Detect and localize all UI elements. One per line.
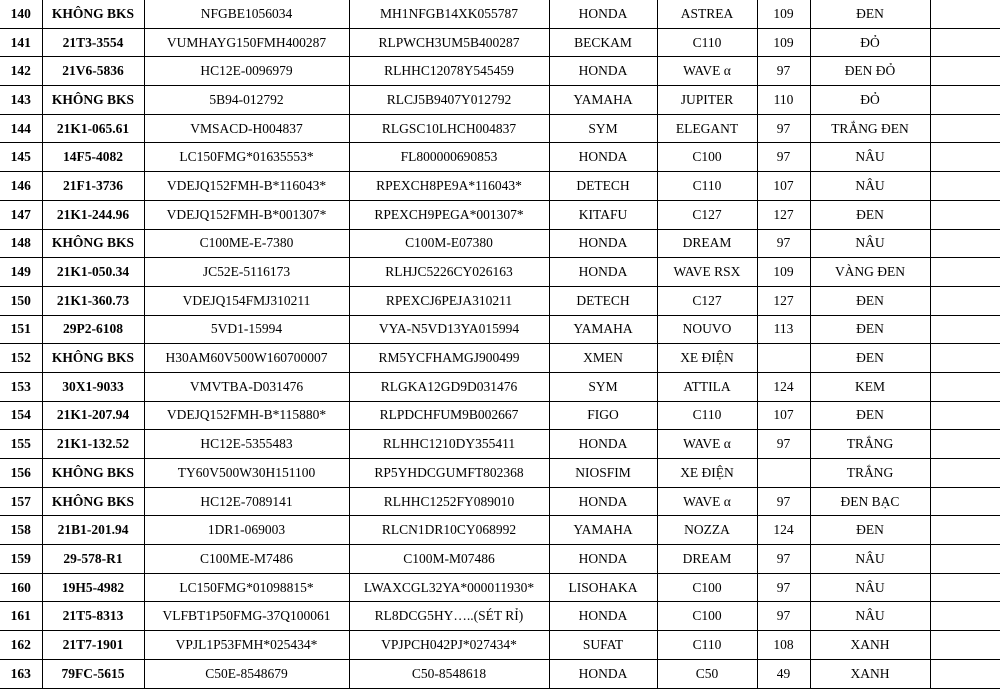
license-plate-cell: KHÔNG BKS <box>42 0 144 28</box>
table-row <box>0 487 1000 516</box>
model-cell: XE ĐIỆN <box>657 459 757 488</box>
note-cell <box>930 545 1000 574</box>
license-plate-cell: 21K1-132.52 <box>42 430 144 459</box>
engine-number-cell: TY60V500W30H151100 <box>144 459 349 488</box>
engine-number-cell: VUMHAYG150FMH400287 <box>144 28 349 57</box>
table-row <box>0 516 1000 545</box>
note-cell <box>930 487 1000 516</box>
engine-capacity-cell: 49 <box>757 659 810 688</box>
table-row <box>0 200 1000 229</box>
frame-number-cell: RPEXCH8PE9A*116043* <box>349 172 549 201</box>
engine-number-cell: VDEJQ154FMJ310211 <box>144 286 349 315</box>
table-row <box>0 57 1000 86</box>
brand-cell: LISOHAKA <box>549 573 657 602</box>
license-plate-cell: KHÔNG BKS <box>42 459 144 488</box>
frame-number-cell: RPEXCJ6PEJA310211 <box>349 286 549 315</box>
color-cell: NÂU <box>810 143 930 172</box>
model-cell: JUPITER <box>657 86 757 115</box>
engine-number-cell: VMSACD-H004837 <box>144 114 349 143</box>
engine-capacity-cell: 107 <box>757 401 810 430</box>
license-plate-cell: 21K1-050.34 <box>42 258 144 287</box>
note-cell <box>930 143 1000 172</box>
model-cell: WAVE α <box>657 430 757 459</box>
model-cell: C100 <box>657 573 757 602</box>
model-cell: NOZZA <box>657 516 757 545</box>
color-cell: NÂU <box>810 602 930 631</box>
engine-capacity-cell: 97 <box>757 545 810 574</box>
engine-capacity-cell: 97 <box>757 602 810 631</box>
note-cell <box>930 459 1000 488</box>
engine-capacity-cell: 107 <box>757 172 810 201</box>
note-cell <box>930 401 1000 430</box>
model-cell: C110 <box>657 28 757 57</box>
table-row <box>0 315 1000 344</box>
frame-number-cell: RP5YHDCGUMFT802368 <box>349 459 549 488</box>
table-row <box>0 143 1000 172</box>
engine-number-cell: HC12E-7089141 <box>144 487 349 516</box>
color-cell: ĐEN <box>810 200 930 229</box>
note-cell <box>930 200 1000 229</box>
brand-cell: FIGO <box>549 401 657 430</box>
frame-number-cell: FL800000690853 <box>349 143 549 172</box>
engine-capacity-cell: 97 <box>757 487 810 516</box>
model-cell: C50 <box>657 659 757 688</box>
engine-number-cell: VPJL1P53FMH*025434* <box>144 631 349 660</box>
row-number-cell: 149 <box>0 258 42 287</box>
license-plate-cell: 21T5-8313 <box>42 602 144 631</box>
frame-number-cell: RLCN1DR10CY068992 <box>349 516 549 545</box>
license-plate-cell: 19H5-4982 <box>42 573 144 602</box>
engine-capacity-cell: 97 <box>757 57 810 86</box>
table-row <box>0 286 1000 315</box>
row-number-cell: 142 <box>0 57 42 86</box>
brand-cell: XMEN <box>549 344 657 373</box>
row-number-cell: 162 <box>0 631 42 660</box>
frame-number-cell: VYA-N5VD13YA015994 <box>349 315 549 344</box>
table-row <box>0 430 1000 459</box>
color-cell: ĐEN <box>810 286 930 315</box>
row-number-cell: 150 <box>0 286 42 315</box>
brand-cell: DETECH <box>549 172 657 201</box>
color-cell: ĐEN ĐỎ <box>810 57 930 86</box>
engine-number-cell: 5VD1-15994 <box>144 315 349 344</box>
engine-number-cell: C100ME-M7486 <box>144 545 349 574</box>
table-row <box>0 114 1000 143</box>
brand-cell: KITAFU <box>549 200 657 229</box>
engine-number-cell: VDEJQ152FMH-B*115880* <box>144 401 349 430</box>
frame-number-cell: C50-8548618 <box>349 659 549 688</box>
engine-number-cell: C100ME-E-7380 <box>144 229 349 258</box>
license-plate-cell: 29-578-R1 <box>42 545 144 574</box>
table-row <box>0 545 1000 574</box>
row-number-cell: 147 <box>0 200 42 229</box>
note-cell <box>930 229 1000 258</box>
row-number-cell: 157 <box>0 487 42 516</box>
table-row <box>0 86 1000 115</box>
row-number-cell: 140 <box>0 0 42 28</box>
engine-capacity-cell: 127 <box>757 200 810 229</box>
note-cell <box>930 315 1000 344</box>
brand-cell: HONDA <box>549 0 657 28</box>
license-plate-cell: KHÔNG BKS <box>42 229 144 258</box>
frame-number-cell: RLHJC5226CY026163 <box>349 258 549 287</box>
table-row <box>0 573 1000 602</box>
model-cell: NOUVO <box>657 315 757 344</box>
engine-number-cell: 1DR1-069003 <box>144 516 349 545</box>
frame-number-cell: C100M-M07486 <box>349 545 549 574</box>
table-row <box>0 258 1000 287</box>
note-cell <box>930 114 1000 143</box>
brand-cell: BECKAM <box>549 28 657 57</box>
license-plate-cell: 79FC-5615 <box>42 659 144 688</box>
note-cell <box>930 516 1000 545</box>
engine-capacity-cell: 109 <box>757 28 810 57</box>
row-number-cell: 146 <box>0 172 42 201</box>
row-number-cell: 151 <box>0 315 42 344</box>
engine-capacity-cell: 108 <box>757 631 810 660</box>
frame-number-cell: MH1NFGB14XK055787 <box>349 0 549 28</box>
table-row <box>0 172 1000 201</box>
engine-capacity-cell: 113 <box>757 315 810 344</box>
frame-number-cell: RLHHC1252FY089010 <box>349 487 549 516</box>
table-row <box>0 631 1000 660</box>
row-number-cell: 143 <box>0 86 42 115</box>
license-plate-cell: KHÔNG BKS <box>42 86 144 115</box>
note-cell <box>930 258 1000 287</box>
brand-cell: HONDA <box>549 487 657 516</box>
engine-capacity-cell: 109 <box>757 0 810 28</box>
model-cell: DREAM <box>657 229 757 258</box>
color-cell: ĐỎ <box>810 28 930 57</box>
engine-capacity-cell: 97 <box>757 229 810 258</box>
model-cell: WAVE α <box>657 487 757 516</box>
engine-number-cell: LC150FMG*01635553* <box>144 143 349 172</box>
brand-cell: SUFAT <box>549 631 657 660</box>
color-cell: ĐEN <box>810 401 930 430</box>
model-cell: ELEGANT <box>657 114 757 143</box>
engine-number-cell: VDEJQ152FMH-B*116043* <box>144 172 349 201</box>
model-cell: XE ĐIỆN <box>657 344 757 373</box>
table-row <box>0 0 1000 28</box>
color-cell: ĐEN <box>810 315 930 344</box>
engine-number-cell: VMVTBA-D031476 <box>144 372 349 401</box>
license-plate-cell: 29P2-6108 <box>42 315 144 344</box>
row-number-cell: 152 <box>0 344 42 373</box>
license-plate-cell: KHÔNG BKS <box>42 487 144 516</box>
row-number-cell: 155 <box>0 430 42 459</box>
row-number-cell: 160 <box>0 573 42 602</box>
table-row <box>0 372 1000 401</box>
model-cell: C110 <box>657 631 757 660</box>
engine-capacity-cell: 124 <box>757 516 810 545</box>
brand-cell: YAMAHA <box>549 86 657 115</box>
note-cell <box>930 372 1000 401</box>
license-plate-cell: 21B1-201.94 <box>42 516 144 545</box>
row-number-cell: 141 <box>0 28 42 57</box>
model-cell: ASTREA <box>657 0 757 28</box>
license-plate-cell: 21V6-5836 <box>42 57 144 86</box>
table-row <box>0 602 1000 631</box>
color-cell: ĐEN <box>810 516 930 545</box>
row-number-cell: 159 <box>0 545 42 574</box>
note-cell <box>930 286 1000 315</box>
license-plate-cell: 21K1-360.73 <box>42 286 144 315</box>
frame-number-cell: RLPDCHFUM9B002667 <box>349 401 549 430</box>
color-cell: NÂU <box>810 229 930 258</box>
model-cell: DREAM <box>657 545 757 574</box>
row-number-cell: 158 <box>0 516 42 545</box>
license-plate-cell: 14F5-4082 <box>42 143 144 172</box>
frame-number-cell: RM5YCFHAMGJ900499 <box>349 344 549 373</box>
license-plate-cell: 21T7-1901 <box>42 631 144 660</box>
model-cell: WAVE α <box>657 57 757 86</box>
frame-number-cell: LWAXCGL32YA*000011930* <box>349 573 549 602</box>
frame-number-cell: RLGKA12GD9D031476 <box>349 372 549 401</box>
model-cell: WAVE RSX <box>657 258 757 287</box>
engine-number-cell: NFGBE1056034 <box>144 0 349 28</box>
table-row <box>0 229 1000 258</box>
engine-number-cell: LC150FMG*01098815* <box>144 573 349 602</box>
engine-capacity-cell: 97 <box>757 573 810 602</box>
brand-cell: DETECH <box>549 286 657 315</box>
table-row <box>0 459 1000 488</box>
color-cell: XANH <box>810 659 930 688</box>
color-cell: NÂU <box>810 172 930 201</box>
row-number-cell: 163 <box>0 659 42 688</box>
table-row <box>0 28 1000 57</box>
color-cell: TRẮNG <box>810 430 930 459</box>
engine-capacity-cell: 97 <box>757 143 810 172</box>
brand-cell: SYM <box>549 114 657 143</box>
frame-number-cell: RLPWCH3UM5B400287 <box>349 28 549 57</box>
color-cell: VÀNG ĐEN <box>810 258 930 287</box>
engine-number-cell: VDEJQ152FMH-B*001307* <box>144 200 349 229</box>
engine-capacity-cell: 97 <box>757 114 810 143</box>
color-cell: ĐỎ <box>810 86 930 115</box>
brand-cell: HONDA <box>549 57 657 86</box>
note-cell <box>930 28 1000 57</box>
color-cell: NÂU <box>810 545 930 574</box>
color-cell: ĐEN <box>810 0 930 28</box>
frame-number-cell: RLCJ5B9407Y012792 <box>349 86 549 115</box>
model-cell: C127 <box>657 200 757 229</box>
brand-cell: HONDA <box>549 143 657 172</box>
model-cell: C100 <box>657 143 757 172</box>
model-cell: C110 <box>657 172 757 201</box>
engine-capacity-cell <box>757 344 810 373</box>
frame-number-cell: VPJPCH042PJ*027434* <box>349 631 549 660</box>
engine-number-cell: JC52E-5116173 <box>144 258 349 287</box>
color-cell: KEM <box>810 372 930 401</box>
note-cell <box>930 57 1000 86</box>
note-cell <box>930 573 1000 602</box>
brand-cell: YAMAHA <box>549 516 657 545</box>
brand-cell: HONDA <box>549 229 657 258</box>
license-plate-cell: 21K1-065.61 <box>42 114 144 143</box>
note-cell <box>930 172 1000 201</box>
note-cell <box>930 631 1000 660</box>
row-number-cell: 161 <box>0 602 42 631</box>
brand-cell: HONDA <box>549 602 657 631</box>
brand-cell: HONDA <box>549 258 657 287</box>
license-plate-cell: 21F1-3736 <box>42 172 144 201</box>
model-cell: C100 <box>657 602 757 631</box>
license-plate-cell: KHÔNG BKS <box>42 344 144 373</box>
model-cell: ATTILA <box>657 372 757 401</box>
engine-capacity-cell: 110 <box>757 86 810 115</box>
row-number-cell: 156 <box>0 459 42 488</box>
table-row <box>0 659 1000 688</box>
note-cell <box>930 0 1000 28</box>
color-cell: ĐEN <box>810 344 930 373</box>
frame-number-cell: RLHHC12078Y545459 <box>349 57 549 86</box>
note-cell <box>930 430 1000 459</box>
brand-cell: HONDA <box>549 659 657 688</box>
frame-number-cell: RPEXCH9PEGA*001307* <box>349 200 549 229</box>
license-plate-cell: 30X1-9033 <box>42 372 144 401</box>
brand-cell: SYM <box>549 372 657 401</box>
engine-capacity-cell <box>757 459 810 488</box>
note-cell <box>930 344 1000 373</box>
model-cell: C127 <box>657 286 757 315</box>
brand-cell: HONDA <box>549 430 657 459</box>
engine-number-cell: VLFBT1P50FMG-37Q100061 <box>144 602 349 631</box>
license-plate-cell: 21T3-3554 <box>42 28 144 57</box>
color-cell: TRẮNG <box>810 459 930 488</box>
color-cell: ĐEN BẠC <box>810 487 930 516</box>
engine-capacity-cell: 124 <box>757 372 810 401</box>
row-number-cell: 144 <box>0 114 42 143</box>
frame-number-cell: RLGSC10LHCH004837 <box>349 114 549 143</box>
engine-capacity-cell: 127 <box>757 286 810 315</box>
engine-capacity-cell: 109 <box>757 258 810 287</box>
row-number-cell: 148 <box>0 229 42 258</box>
row-number-cell: 153 <box>0 372 42 401</box>
note-cell <box>930 659 1000 688</box>
license-plate-cell: 21K1-244.96 <box>42 200 144 229</box>
license-plate-cell: 21K1-207.94 <box>42 401 144 430</box>
table-row <box>0 401 1000 430</box>
engine-number-cell: C50E-8548679 <box>144 659 349 688</box>
color-cell: TRẮNG ĐEN <box>810 114 930 143</box>
engine-number-cell: H30AM60V500W160700007 <box>144 344 349 373</box>
table-row <box>0 344 1000 373</box>
engine-number-cell: HC12E-5355483 <box>144 430 349 459</box>
model-cell: C110 <box>657 401 757 430</box>
frame-number-cell: C100M-E07380 <box>349 229 549 258</box>
color-cell: XANH <box>810 631 930 660</box>
brand-cell: NIOSFIM <box>549 459 657 488</box>
frame-number-cell: RL8DCG5HY…..(SÉT RỈ) <box>349 602 549 631</box>
engine-capacity-cell: 97 <box>757 430 810 459</box>
row-number-cell: 154 <box>0 401 42 430</box>
note-cell <box>930 86 1000 115</box>
engine-number-cell: HC12E-0096979 <box>144 57 349 86</box>
brand-cell: YAMAHA <box>549 315 657 344</box>
frame-number-cell: RLHHC1210DY355411 <box>349 430 549 459</box>
color-cell: NÂU <box>810 573 930 602</box>
brand-cell: HONDA <box>549 545 657 574</box>
note-cell <box>930 602 1000 631</box>
row-number-cell: 145 <box>0 143 42 172</box>
engine-number-cell: 5B94-012792 <box>144 86 349 115</box>
